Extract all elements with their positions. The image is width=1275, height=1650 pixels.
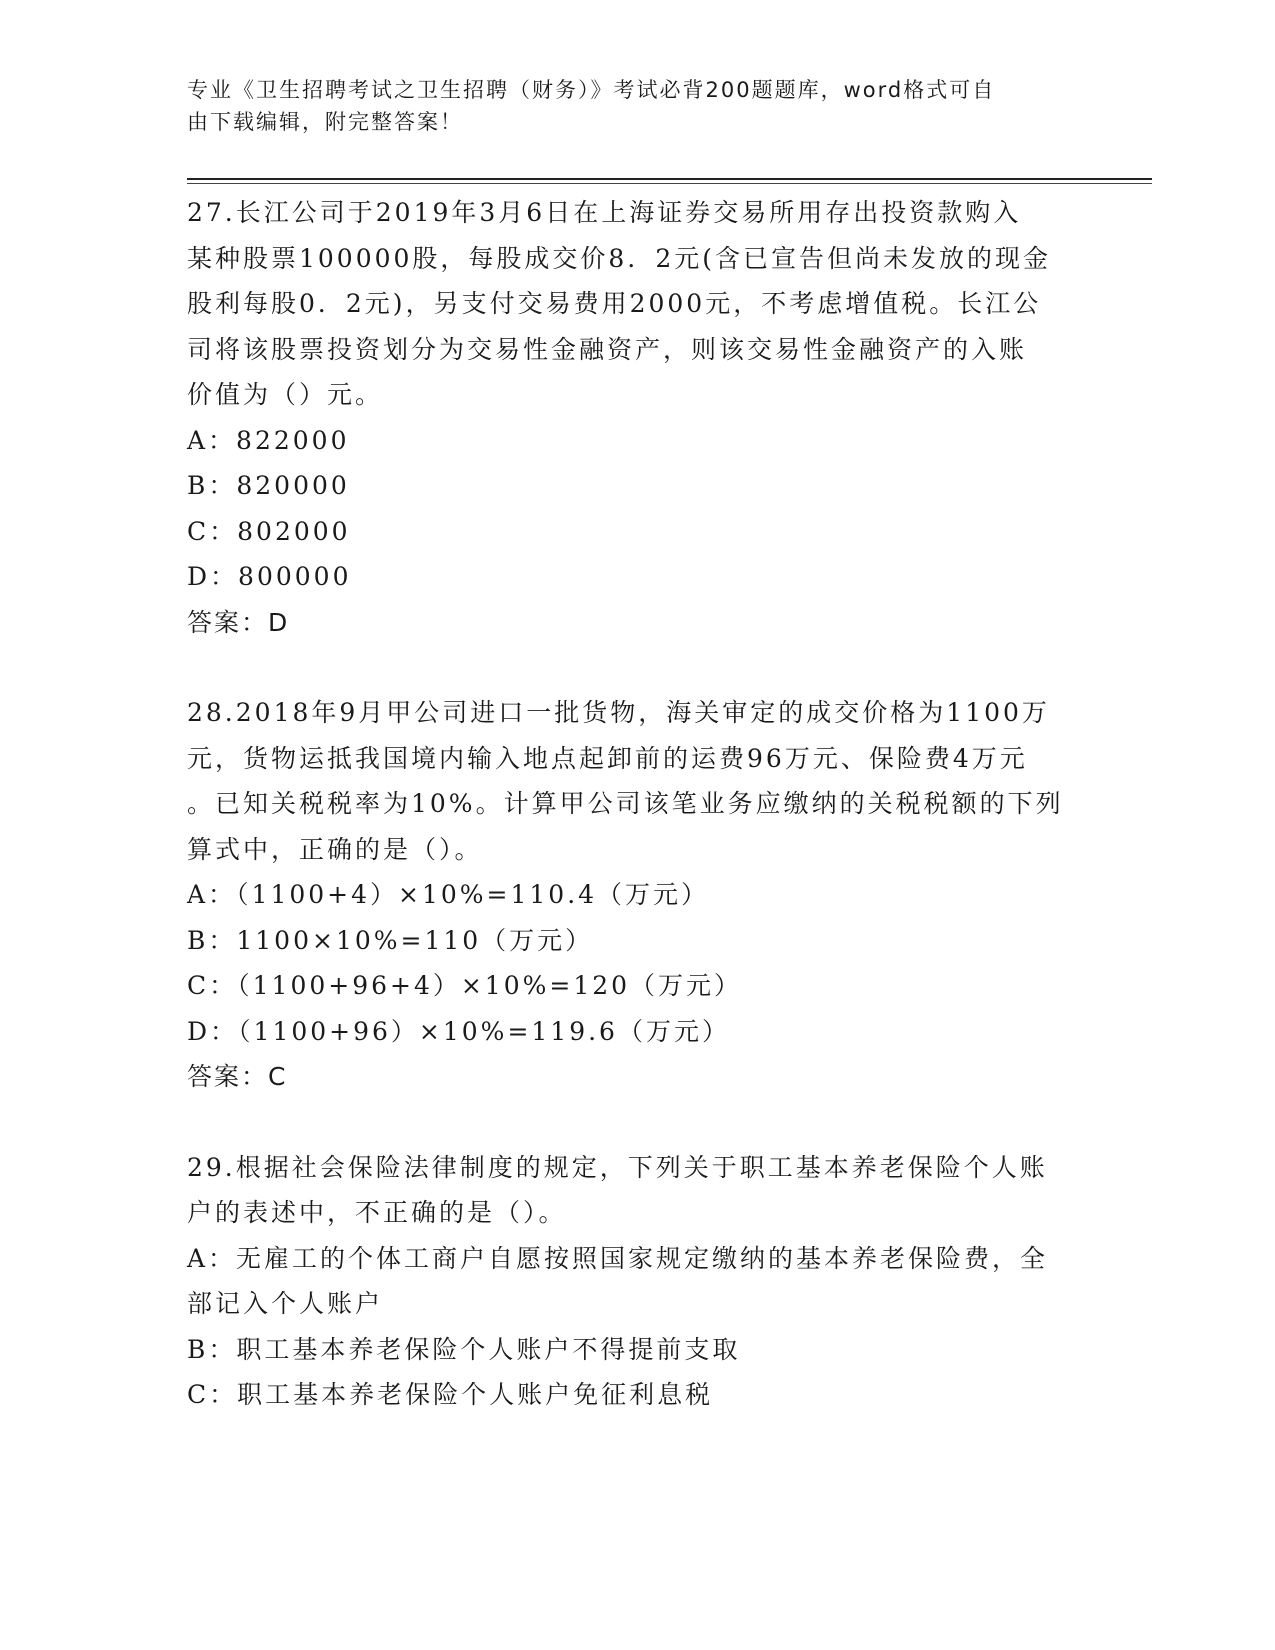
header-divider-thick: [187, 178, 1152, 180]
question-text-line: 户的表述中，不正确的是（）。: [187, 1198, 567, 1227]
option-a-continued: 部记入个人账户: [187, 1289, 384, 1318]
question-27: [187, 190, 1087, 645]
option-a: A：（1100+4）×10%=110.4（万元）: [187, 880, 710, 909]
question-text-line: 价值为（）元。: [187, 380, 384, 409]
question-text-line: 算式中，正确的是（）。: [187, 834, 483, 864]
header-line-2: 由下载编辑，附完整答案！: [187, 110, 463, 134]
option-a: A：无雇工的个体工商户自愿按照国家规定缴纳的基本养老保险费，全: [187, 1243, 1049, 1273]
question-text-line: 某种股票100000股，每股成交价8．2元(含已宣告但尚未发放的现金: [187, 243, 1052, 273]
question-text-line: 28.2018年9月甲公司进口一批货物，海关审定的成交价格为1100万: [187, 698, 1050, 727]
document-header: [187, 74, 1087, 138]
answer-label: 答案：C: [187, 1062, 288, 1091]
question-28: [187, 690, 1087, 1100]
question-text-line: 29.根据社会保险法律制度的规定，下列关于职工基本养老保险个人账: [187, 1152, 1048, 1182]
option-b: B：1100×10%=110（万元）: [187, 925, 594, 955]
question-29: [187, 1145, 1087, 1418]
question-text-line: 27.长江公司于2019年3月6日在上海证券交易所用存出投资款购入: [187, 198, 1022, 227]
question-text-line: 司将该股票投资划分为交易性金融资产，则该交易性金融资产的入账: [187, 334, 1028, 364]
option-c: C：802000: [187, 516, 351, 546]
question-spacer: [187, 645, 1087, 690]
option-d: D：800000: [187, 562, 352, 591]
question-text-line: 。已知关税税率为10%。计算甲公司该笔业务应缴纳的关税税额的下列: [187, 789, 1064, 818]
option-d: D：（1100+96）×10%=119.6（万元）: [187, 1016, 730, 1046]
question-text-line: 元，货物运抵我国境内输入地点起卸前的运费96万元、保险费4万元: [187, 743, 1028, 773]
header-divider-thin: [187, 183, 1152, 184]
option-b: B：820000: [187, 471, 350, 500]
option-b: B：职工基本养老保险个人账户不得提前支取: [187, 1334, 741, 1364]
answer-label: 答案：D: [187, 607, 290, 637]
question-list: [187, 190, 1087, 1418]
option-a: A：822000: [187, 425, 350, 455]
header-line-1: 专业《卫生招聘考试之卫生招聘（财务）》考试必背200题题库，word格式可自: [187, 78, 996, 102]
question-text-line: 股利每股0．2元)，另支付交易费用2000元，不考虑增值税。长江公: [187, 289, 1042, 318]
question-spacer: [187, 1100, 1087, 1145]
option-c: C：职工基本养老保险个人账户免征利息税: [187, 1380, 714, 1409]
option-c: C：（1100+96+4）×10%=120（万元）: [187, 971, 743, 1000]
